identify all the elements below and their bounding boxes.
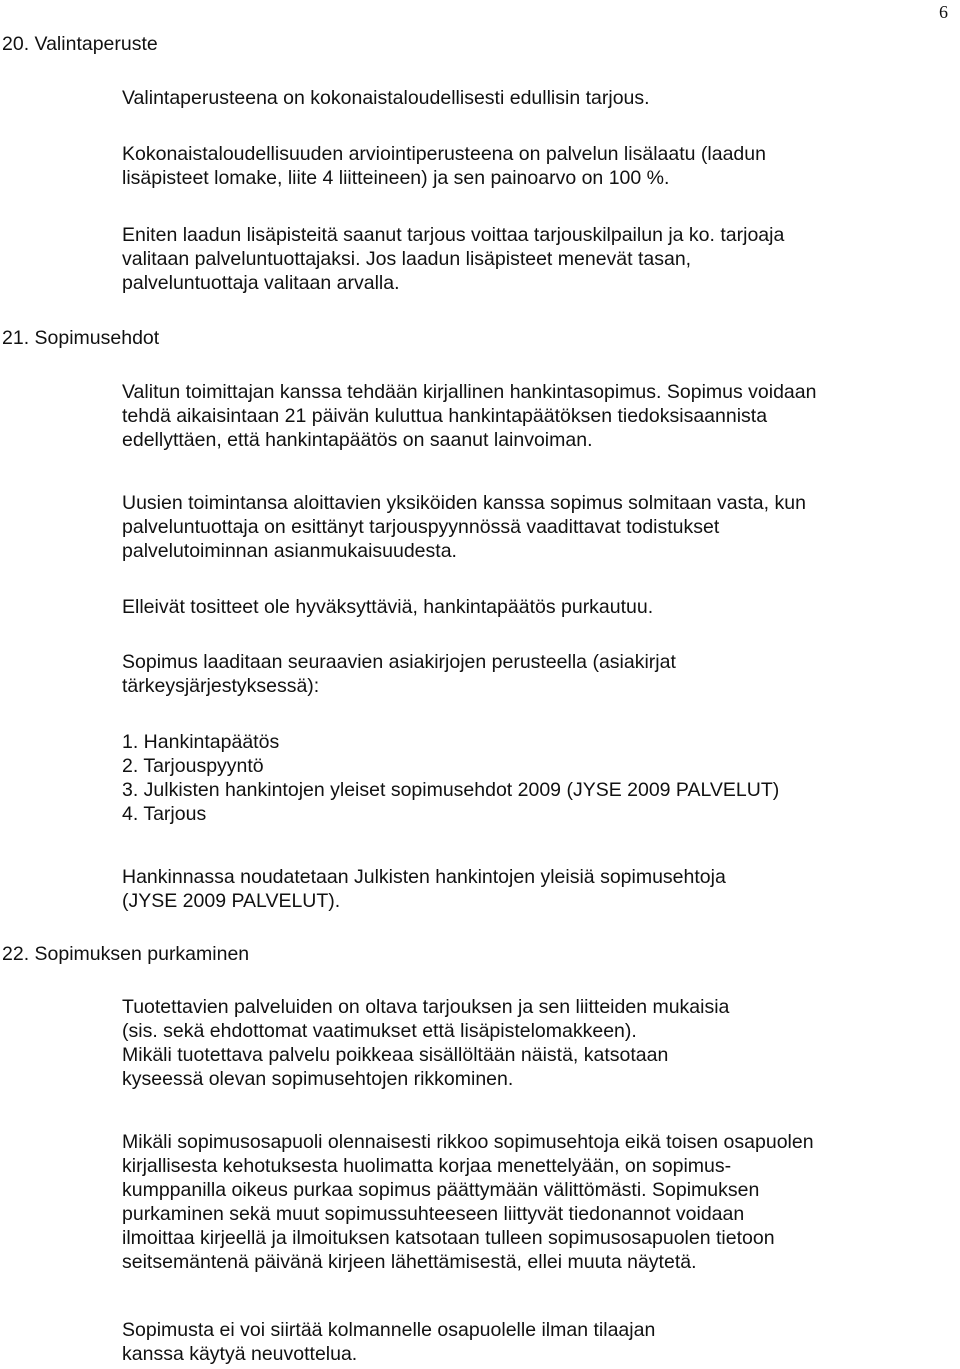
text-line: kyseessä olevan sopimusehtojen rikkominen. bbox=[122, 1068, 514, 1090]
text-line: Hankinnassa noudatetaan Julkisten hankintojen yleisiä sopimusehtoja bbox=[122, 866, 726, 888]
text-line: seitsemäntenä päivänä kirjeen lähettämisestä, ellei muuta näytetä. bbox=[122, 1251, 697, 1273]
text-line: palveluntuottaja valitaan arvalla. bbox=[122, 272, 400, 294]
section-heading-sopimusehdot: 21. Sopimusehdot bbox=[2, 327, 160, 349]
paragraph bbox=[122, 223, 950, 295]
page-number: 6 bbox=[939, 2, 948, 22]
text-line: Mikäli sopimusosapuoli olennaisesti rikkoo sopimusehtoja eikä toisen osapuolen bbox=[122, 1131, 814, 1153]
paragraph bbox=[122, 491, 950, 563]
text-line: kumppanilla oikeus purkaa sopimus päättymään välittömästi. Sopimuksen bbox=[122, 1179, 760, 1201]
text-line: Uusien toimintansa aloittavien yksiköiden kanssa sopimus solmitaan vasta, kun bbox=[122, 492, 806, 514]
text-line: Elleivät tositteet ole hyväksyttäviä, hankintapäätös purkautuu. bbox=[122, 596, 654, 618]
paragraph bbox=[122, 1130, 950, 1274]
paragraph bbox=[122, 865, 950, 913]
paragraph bbox=[122, 1318, 950, 1366]
text-line: tärkeysjärjestyksessä): bbox=[122, 675, 320, 697]
list-item: 4. Tarjous bbox=[122, 803, 207, 825]
text-line: kirjallisesta kehotuksesta huolimatta korjaa menettelyään, on sopimus- bbox=[122, 1155, 732, 1177]
text-line: valitaan palveluntuottajaksi. Jos laadun lisäpisteet menevät tasan, bbox=[122, 248, 692, 270]
text-line: purkaminen sekä muut sopimussuhteeseen liittyvät tiedonannot voidaan bbox=[122, 1203, 745, 1225]
text-line: lisäpisteet lomake, liite 4 liitteineen) ja sen painoarvo on 100 %. bbox=[122, 167, 670, 189]
text-line: Tuotettavien palveluiden on oltava tarjouksen ja sen liitteiden mukaisia bbox=[122, 996, 730, 1018]
paragraph bbox=[122, 142, 950, 190]
text-line: palveluntuottaja on esittänyt tarjouspyynnössä vaadittavat todistukset bbox=[122, 516, 720, 538]
text-line: (sis. sekä ehdottomat vaatimukset että lisäpistelomakkeen). bbox=[122, 1020, 637, 1042]
paragraph bbox=[122, 380, 950, 452]
text-line: (JYSE 2009 PALVELUT). bbox=[122, 890, 341, 912]
text-line: Valintaperusteena on kokonaistaloudellisesti edullisin tarjous. bbox=[122, 87, 650, 109]
paragraph bbox=[122, 995, 950, 1091]
text-line: Eniten laadun lisäpisteitä saanut tarjous voittaa tarjouskilpailun ja ko. tarjoaja bbox=[122, 224, 785, 246]
text-line: Sopimusta ei voi siirtää kolmannelle osapuolelle ilman tilaajan bbox=[122, 1319, 656, 1341]
text-line: palvelutoiminnan asianmukaisuudesta. bbox=[122, 540, 457, 562]
section-heading-sopimuksen-purkaminen: 22. Sopimuksen purkaminen bbox=[2, 943, 250, 965]
text-line: Sopimus laaditaan seuraavien asiakirjojen perusteella (asiakirjat bbox=[122, 651, 676, 673]
numbered-list bbox=[122, 730, 950, 826]
text-line: kanssa käytyä neuvottelua. bbox=[122, 1343, 358, 1365]
paragraph bbox=[122, 86, 950, 110]
text-line: Kokonaistaloudellisuuden arviointiperusteena on palvelun lisälaatu (laadun bbox=[122, 143, 766, 165]
text-line: edellyttäen, että hankintapäätös on saanut lainvoiman. bbox=[122, 429, 593, 451]
text-line: Mikäli tuotettava palvelu poikkeaa sisällöltään näistä, katsotaan bbox=[122, 1044, 669, 1066]
paragraph bbox=[122, 650, 950, 698]
text-line: tehdä aikaisintaan 21 päivän kuluttua hankintapäätöksen tiedoksisaannista bbox=[122, 405, 768, 427]
text-line: Valitun toimittajan kanssa tehdään kirjallinen hankintasopimus. Sopimus voidaan bbox=[122, 381, 817, 403]
paragraph bbox=[122, 595, 950, 619]
list-item: 1. Hankintapäätös bbox=[122, 731, 280, 753]
list-item: 3. Julkisten hankintojen yleiset sopimusehdot 2009 (JYSE 2009 PALVELUT) bbox=[122, 779, 780, 801]
list-item: 2. Tarjouspyyntö bbox=[122, 755, 264, 777]
section-heading-valintaperuste: 20. Valintaperuste bbox=[2, 33, 158, 55]
text-line: ilmoittaa kirjeellä ja ilmoituksen katsotaan tulleen sopimusosapuolen tietoon bbox=[122, 1227, 775, 1249]
